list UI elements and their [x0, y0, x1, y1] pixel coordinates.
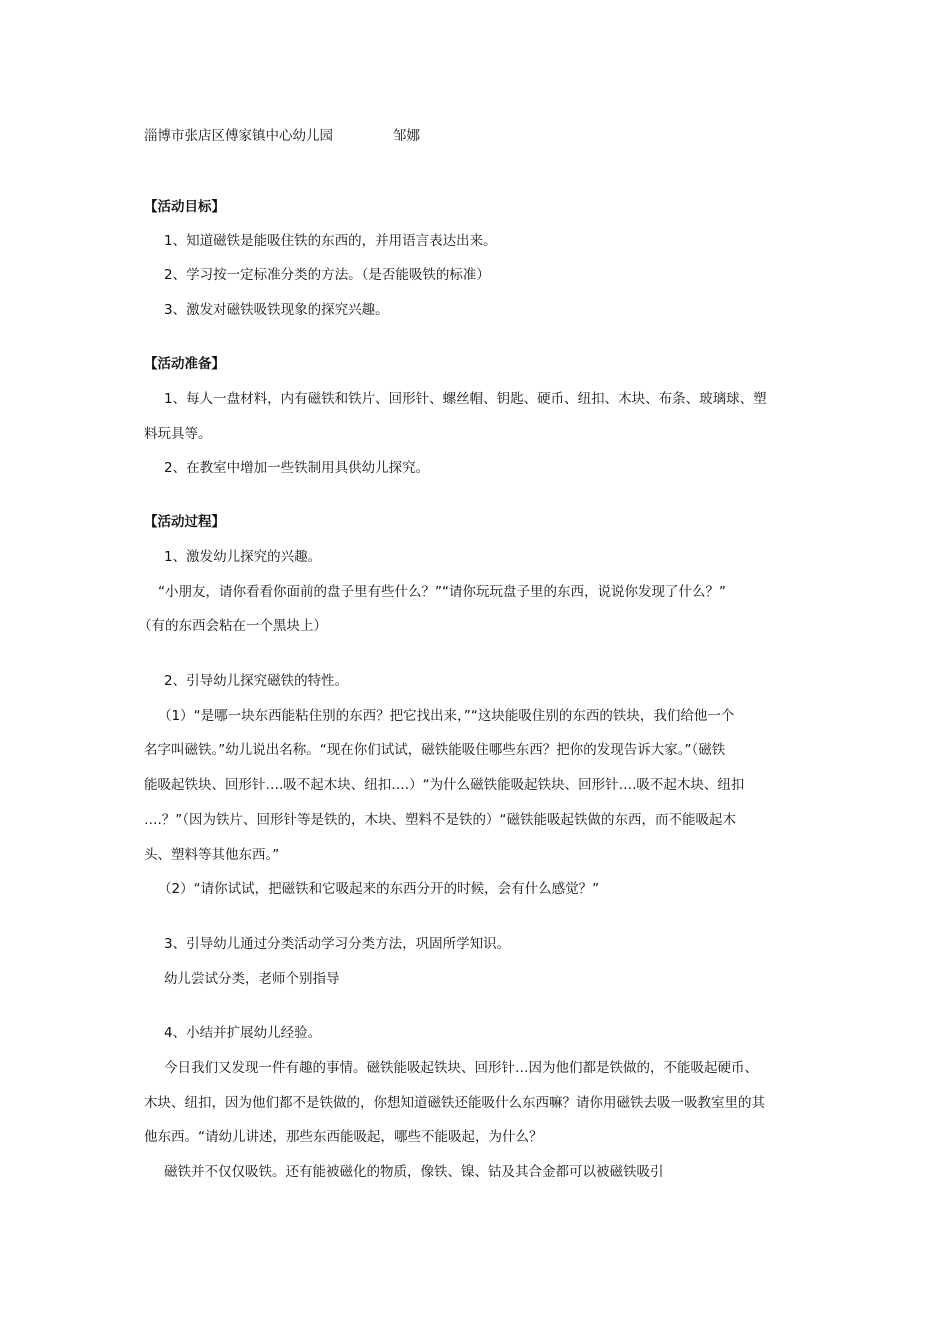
goal-item: 1、知道磁铁是能吸住铁的东西的，并用语言表达出来。 — [164, 233, 497, 249]
process-line: 他东西。“请幼儿讲述，那些东西能吸起，哪些不能吸起，为什么？ — [144, 1129, 543, 1145]
process-heading: 【活动过程】 — [144, 514, 225, 530]
goal-item: 2、学习按一定标准分类的方法。（是否能吸铁的标准） — [164, 267, 490, 283]
prep-line: 2、在教室中增加一些铁制用具供幼儿探究。 — [164, 460, 430, 476]
prep-line: 料玩具等。 — [144, 426, 212, 442]
process-line: “小朋友，请你看看你面前的盘子里有些什么？”“请你玩玩盘子里的东西，说说你发现了什么？” — [158, 584, 726, 600]
goals-heading: 【活动目标】 — [144, 199, 225, 215]
process-line: （1）“是哪一块东西能粘住别的东西？把它找出来，”“这块能吸住别的东西的铁块，我们给他一个 — [158, 708, 735, 724]
process-line: 4、小结并扩展幼儿经验。 — [164, 1025, 322, 1041]
process-line: 能吸起铁块、回形针….吸不起木块、纽扣….）“为什么磁铁能吸起铁块、回形针….吸不起木块、纽扣 — [144, 777, 745, 793]
process-line: 今日我们又发现一件有趣的事情。磁铁能吸起铁块、回形针…因为他们都是铁做的，不能吸起硬币、 — [164, 1060, 758, 1076]
process-line: 磁铁并不仅仅吸铁。还有能被磁化的物质，像铁、镍、钴及其合金都可以被磁铁吸引 — [164, 1164, 664, 1180]
process-line: 名字叫磁铁。”幼儿说出名称。“现在你们试试，磁铁能吸住哪些东西？把你的发现告诉大家。”（磁铁 — [144, 742, 726, 758]
process-line: 2、引导幼儿探究磁铁的特性。 — [164, 673, 349, 689]
process-line: 幼儿尝试分类，老师个别指导 — [164, 971, 340, 987]
process-line: 3、引导幼儿通过分类活动学习分类方法，巩固所学知识。 — [164, 936, 511, 952]
goal-item: 3、激发对磁铁吸铁现象的探究兴趣。 — [164, 302, 389, 318]
prep-line: 1、每人一盘材料，内有磁铁和铁片、回形针、螺丝帽、钥匙、硬币、纽扣、木块、布条、玻璃球、塑 — [164, 391, 767, 407]
teacher-name: 邹娜 — [393, 128, 420, 144]
process-line: 头、塑料等其他东西。” — [144, 847, 280, 863]
process-line: 1、激发幼儿探究的兴趣。 — [164, 549, 322, 565]
prep-heading: 【活动准备】 — [144, 356, 225, 372]
process-line: （2）“请你试试，把磁铁和它吸起来的东西分开的时候，会有什么感觉？” — [158, 881, 600, 897]
process-line: （有的东西会粘在一个黑块上） — [138, 618, 327, 634]
process-line: 木块、纽扣，因为他们都不是铁做的，你想知道磁铁还能吸什么东西嘛？请你用磁铁去吸一吸教室里的其 — [144, 1095, 765, 1111]
process-line: ….？”（因为铁片、回形针等是铁的，木块、塑料不是铁的）“磁铁能吸起铁做的东西，而不能吸起木 — [144, 812, 737, 828]
school-name: 淄博市张店区傅家镇中心幼儿园 — [144, 128, 333, 144]
